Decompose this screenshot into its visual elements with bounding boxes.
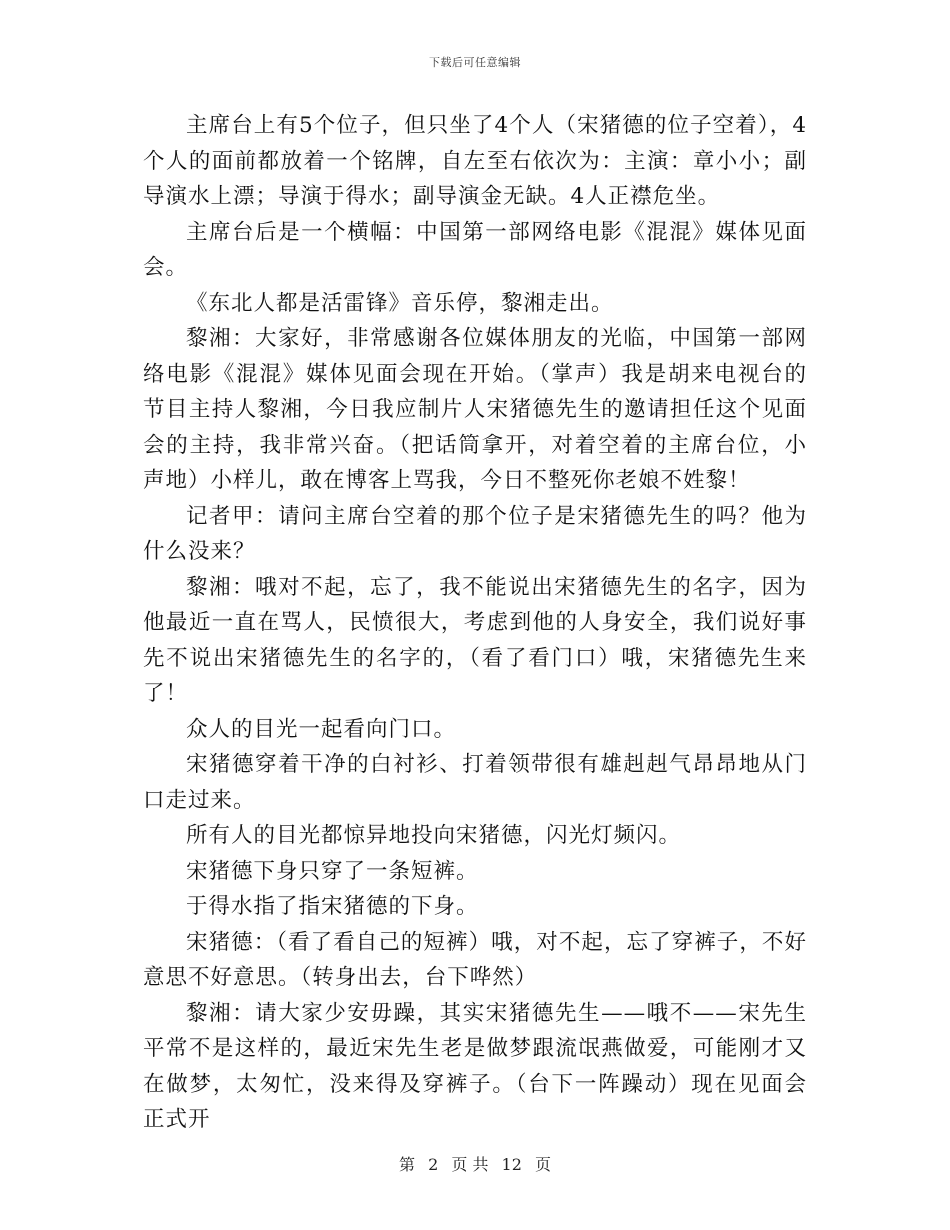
page-footer [0, 1152, 950, 1175]
paragraph: 众人的目光一起看向门口。 [186, 716, 457, 742]
paragraph: 黎湘：大家好，非常感谢各位媒体朋友的光临，中国第一部网络电影《混混》媒体见面会现在开始。（掌声）我是胡来电视台的节目主持人黎湘，今日我应制片人宋猪德先生的邀请担任这个见面会的主持，我非常兴奋。（把话筒拿开，对着空着的主席台位，小声地）小样儿，敢在博客上骂我，今日不整死你老娘不姓黎！ [143, 326, 807, 493]
page-header: 下载后可任意编辑 [429, 56, 521, 69]
document-body [143, 108, 807, 1138]
footer-suffix: 页 [535, 1155, 552, 1174]
footer-prefix: 第 [398, 1155, 415, 1174]
paragraph: 《东北人都是活雷锋》音乐停，黎湘走出。 [186, 290, 614, 316]
paragraph: 宋猪德：（看了看自己的短裤）哦，对不起，忘了穿裤子，不好意思不好意思。（转身出去，台下哗然） [143, 929, 807, 990]
page-number: 2 [428, 1155, 439, 1174]
paragraph: 所有人的目光都惊异地投向宋猪德，闪光灯频闪。 [186, 823, 682, 848]
paragraph: 记者甲：请问主席台空着的那个位子是宋猪德先生的吗？他为什么没来？ [143, 503, 807, 564]
page-total: 12 [501, 1155, 522, 1174]
footer-middle: 页 共 [451, 1155, 489, 1174]
paragraph: 黎湘：请大家少安毋躁，其实宋猪德先生——哦不——宋先生平常不是这样的，最近宋先生老是做梦跟流氓燕做爱，可能刚才又在做梦，太匆忙，没来得及穿裤子。（台下一阵躁动）现在见面会正式开 [143, 1000, 807, 1132]
paragraph: 主席台后是一个横幅：中国第一部网络电影《混混》媒体见面会。 [143, 219, 807, 280]
paragraph: 黎湘：哦对不起，忘了，我不能说出宋猪德先生的名字，因为他最近一直在骂人，民愤很大，考虑到他的人身安全，我们说好事先不说出宋猪德先生的名字的，（看了看门口）哦，宋猪德先生来了！ [143, 574, 807, 706]
paragraph: 于得水指了指宋猪德的下身。 [186, 894, 479, 919]
paragraph: 宋猪德下身只穿了一条短裤。 [186, 858, 479, 884]
paragraph: 宋猪德穿着干净的白衬衫、打着领带很有雄赳赳气昂昂地从门口走过来。 [143, 752, 807, 813]
paragraph: 主席台上有5个位子，但只坐了4个人（宋猪德的位子空着），4个人的面前都放着一个铭牌，自左至右依次为：主演：章小小；副导演水上漂；导演于得水；副导演金无缺。4人正襟危坐。 [143, 113, 807, 209]
